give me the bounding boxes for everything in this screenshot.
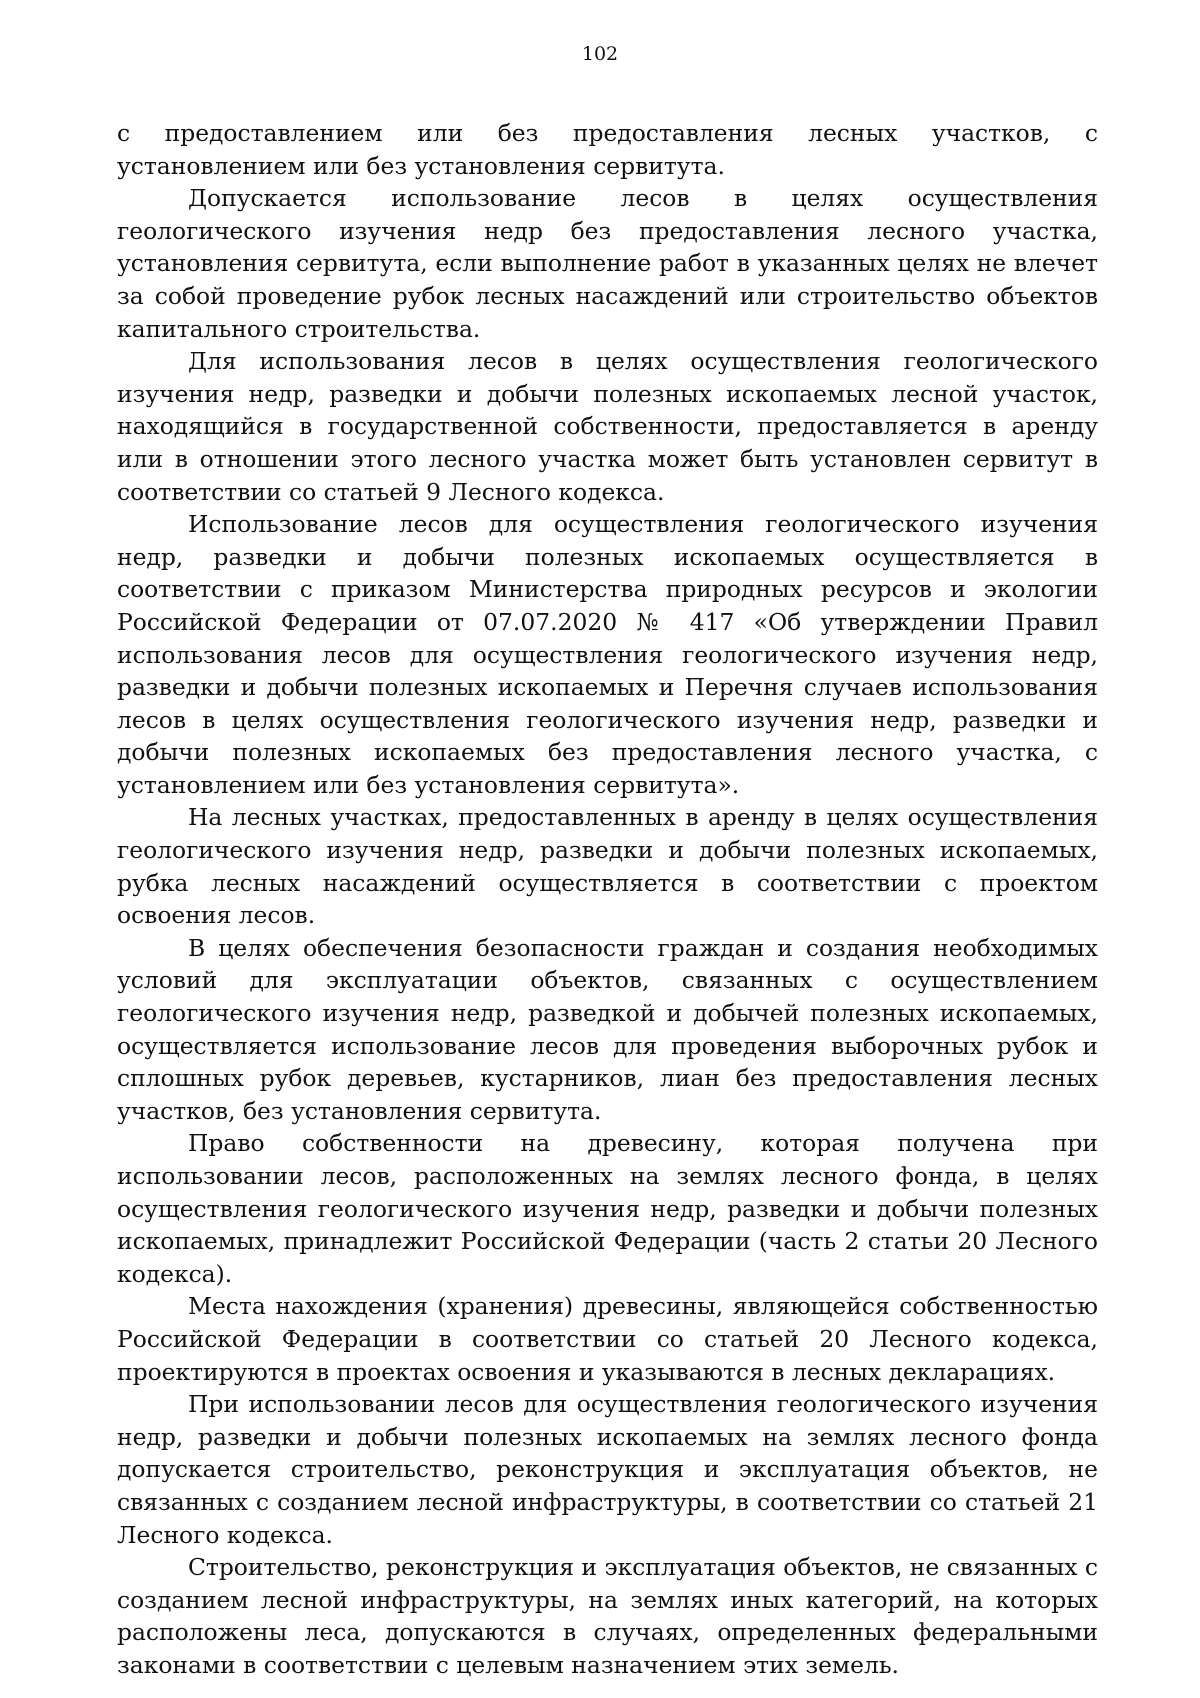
paragraph: При использовании лесов для осуществления геологического изучения недр, разведки и добычи полезных ископаемых на землях лесного фонда допускается строительство, реконструкция и эксплуатация объектов, не связанных с созданием лесной инфраструктуры, в соответствии со статьей 21 Лесного кодекса. [117, 1390, 1098, 1549]
paragraph: Для использования лесов в целях осуществления геологического изучения недр, разведки и добычи полезных ископаемых лесной участок, находящийся в государственной собственности, предоставляется в аренду или в отношении этого лесного участка может быть установлен сервитут в соответствии со статьей 9 Лесного кодекса. [117, 347, 1098, 506]
paragraph: Места нахождения (хранения) древесины, являющейся собственностью Российской Федерации в соответствии со статьей 20 Лесного кодекса, проектируются в проектах освоения и указываются в лесных декларациях. [117, 1292, 1098, 1386]
paragraph: Право собственности на древесину, которая получена при использовании лесов, расположенных на землях лесного фонда, в целях осуществления геологического изучения недр, разведки и добычи полезных ископаемых, принадлежит Российской Федерации (часть 2 статьи 20 Лесного кодекса). [117, 1129, 1098, 1288]
paragraph: Использование лесов для осуществления геологического изучения недр, разведки и добычи полезных ископаемых осуществляется в соответствии с приказом Министерства природных ресурсов и экологии Российской Федерации от 07.07.2020 № 417 «Об утверждении Правил использования лесов для осуществления геологического изучения недр, разведки и добычи полезных ископаемых и Перечня случаев использования лесов в целях осуществления геологического изучения недр, разведки и добычи полезных ископаемых без предоставления лесного участка, с установлением или без установления сервитута». [117, 510, 1098, 799]
paragraph: Строительство, реконструкция и эксплуатация объектов, не связанных с созданием лесной инфраструктуры, на землях иных категорий, на которых расположены леса, допускаются в случаях, определенных федеральными законами в соответствии с целевым назначением этих земель. [117, 1553, 1098, 1679]
body-text [117, 117, 1098, 1682]
page-number: 102 [581, 43, 619, 65]
paragraph: Допускается использование лесов в целях осуществления геологического изучения недр без предоставления лесного участка, установления сервитута, если выполнение работ в указанных целях не влечет за собой проведение рубок лесных насаждений или строительство объектов капитального строительства. [117, 184, 1098, 343]
paragraph: На лесных участках, предоставленных в аренду в целях осуществления геологического изучения недр, разведки и добычи полезных ископаемых, рубка лесных насаждений осуществляется в соответствии с проектом освоения лесов. [117, 803, 1098, 930]
paragraph-continuation: с предоставлением или без предоставления лесных участков, с установлением или без установления сервитута. [117, 119, 1098, 180]
paragraph: В целях обеспечения безопасности граждан и создания необходимых условий для эксплуатации объектов, связанных с осуществлением геологического изучения недр, разведкой и добычей полезных ископаемых, осуществляется использование лесов для проведения выборочных рубок и сплошных рубок деревьев, кустарников, лиан без предоставления лесных участков, без установления сервитута. [117, 933, 1098, 1125]
